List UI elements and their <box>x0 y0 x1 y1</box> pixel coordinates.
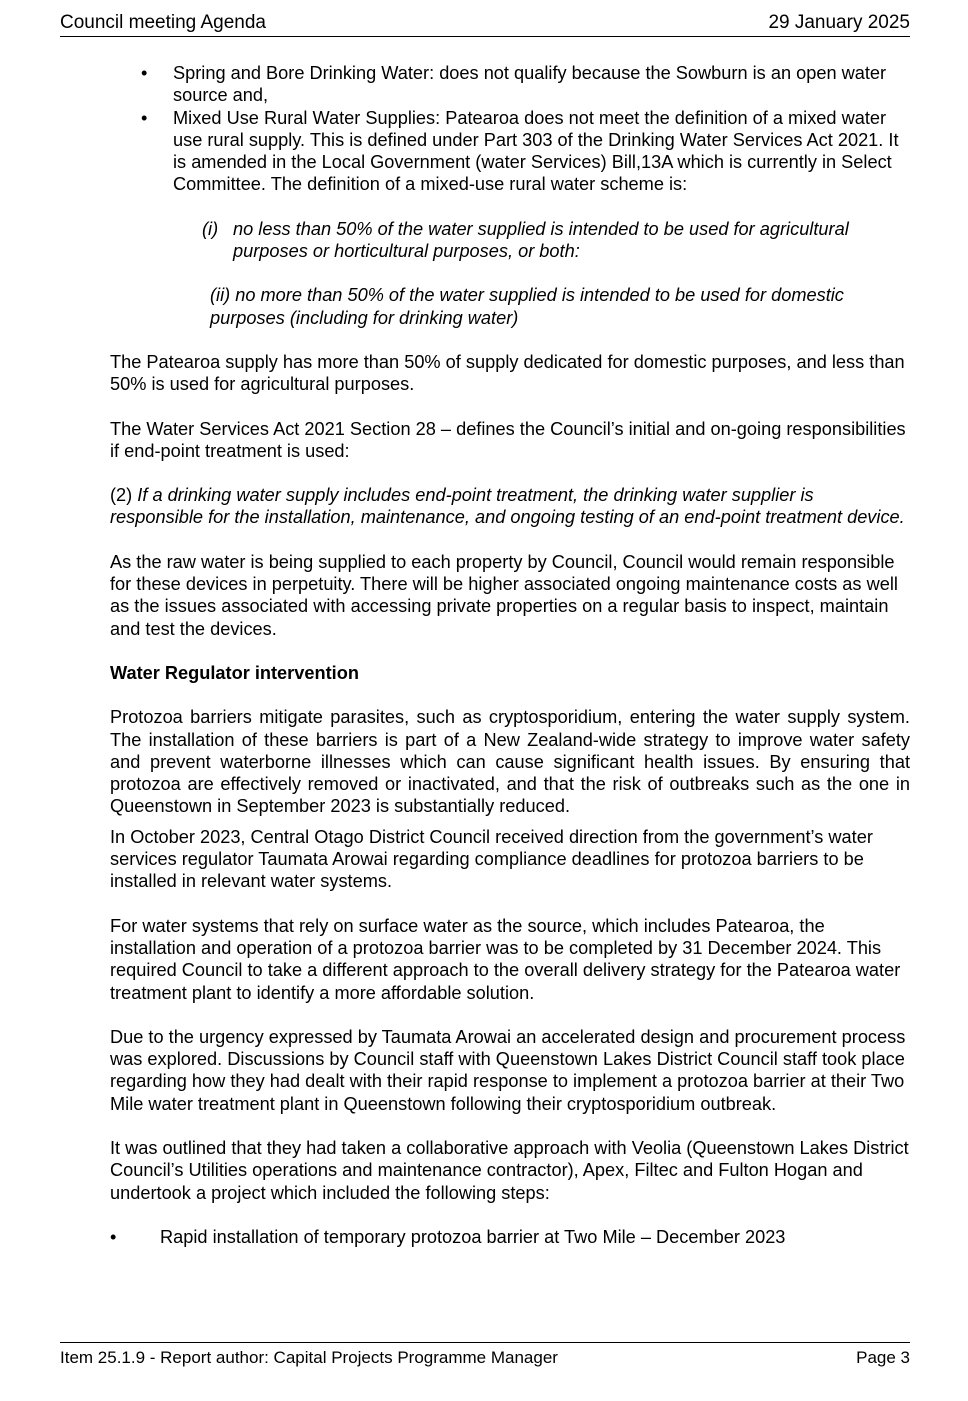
step-list-item <box>110 1226 910 1248</box>
paragraph-surface-water: For water systems that rely on surface water as the source, which includes Patearoa, the installation and operation of a protozoa barrier was to be completed by 31 December 2024. This required Council to take a different approach to the overall delivery strategy for the Patearoa water treatment plant to identify a more affordable solution. <box>110 915 901 1003</box>
definition-number: (i) <box>202 218 219 239</box>
step-text: Rapid installation of temporary protozoa barrier at Two Mile – December 2023 <box>160 1226 786 1247</box>
mixed-use-definition <box>110 218 910 329</box>
page-header <box>60 10 910 37</box>
paragraph-act: The Water Services Act 2021 Section 28 – defines the Council’s initial and on-going responsibilities if end-point treatment is used: <box>110 418 906 461</box>
definition-item: (ii) no more than 50% of the water supplied is intended to be used for domestic purposes (including for drinking water) <box>210 285 844 328</box>
bullet-text: Spring and Bore Drinking Water: does not qualify because the Sowburn is an open water source and, <box>173 63 887 106</box>
quote-number: (2) <box>110 485 138 506</box>
bullet-marker: • <box>141 107 148 128</box>
page-footer <box>60 1342 910 1367</box>
bullet-marker: • <box>110 1226 117 1247</box>
definition-text: no less than 50% of the water supplied is intended to be used for agricultural purposes or horticultural purposes, or both: <box>233 218 849 262</box>
meeting-date: 29 January 2025 <box>768 12 910 33</box>
section-heading: Water Regulator intervention <box>110 662 359 683</box>
bullet-text: Mixed Use Rural Water Supplies: Patearoa does not meet the definition of a mixed water use rural supply. This is defined under Part 303 of the Drinking Water Services Act 2021. It is amended in the Local Government (water Services) Bill,13A which is currently in Select Committee. The definition of a mixed-use rural water scheme is: <box>173 107 899 195</box>
document-title: Council meeting Agenda <box>60 12 266 33</box>
paragraph-outlined: It was outlined that they had taken a collaborative approach with Veolia (Queenstown Lakes District Council’s Utilities operations and maintenance contractor), Apex, Filtec and Fulton Hogan and undertook a project which included the following steps: <box>110 1137 909 1203</box>
page-number: Page 3 <box>856 1348 910 1367</box>
document-body <box>110 62 910 1248</box>
list-item <box>110 62 910 107</box>
paragraph-october: In October 2023, Central Otago District Council received direction from the government’s water services regulator Taumata Arowai regarding compliance deadlines for protozoa barriers to be installed in relevant water systems. <box>110 826 873 892</box>
paragraph-protozoa: Protozoa barriers mitigate parasites, such as cryptosporidium, entering the water supply system. The installation of these barriers is part of a New Zealand-wide strategy to improve water safety and prevent waterborne illnesses which can cause significant health issues. By ensuring that protozoa are effectively removed or inactivated, and that the risk of outbreaks such as the one in Queenstown in September 2023 is substantially reduced. <box>110 707 910 817</box>
paragraph-urgency: Due to the urgency expressed by Taumata Arowai an accelerated design and procurement process was explored. Discussions by Council staff with Queenstown Lakes District Council staff took place regarding how they had dealt with their rapid response to implement a protozoa barrier at their Two Mile water treatment plant in Queenstown following their cryptosporidium outbreak. <box>110 1026 906 1114</box>
definition-item <box>110 218 910 263</box>
bullet-marker: • <box>141 63 148 83</box>
paragraph-supply: The Patearoa supply has more than 50% of supply dedicated for domestic purposes, and less than 50% is used for agricultural purposes. <box>110 351 905 395</box>
list-item <box>110 107 910 196</box>
paragraph-raw-water: As the raw water is being supplied to each property by Council, Council would remain responsible for these devices in perpetuity. There will be higher associated ongoing maintenance costs as well as the issues associated with accessing private properties on a regular basis to inspect, maintain and test the devices. <box>110 551 898 639</box>
quote-text: If a drinking water supply includes end-point treatment, the drinking water supplier is responsible for the installation, maintenance, and ongoing testing of an end-point treatment device. <box>110 485 905 528</box>
report-author: Item 25.1.9 - Report author: Capital Projects Programme Manager <box>60 1348 558 1367</box>
act-quote <box>110 484 910 529</box>
qualification-list <box>110 62 910 196</box>
